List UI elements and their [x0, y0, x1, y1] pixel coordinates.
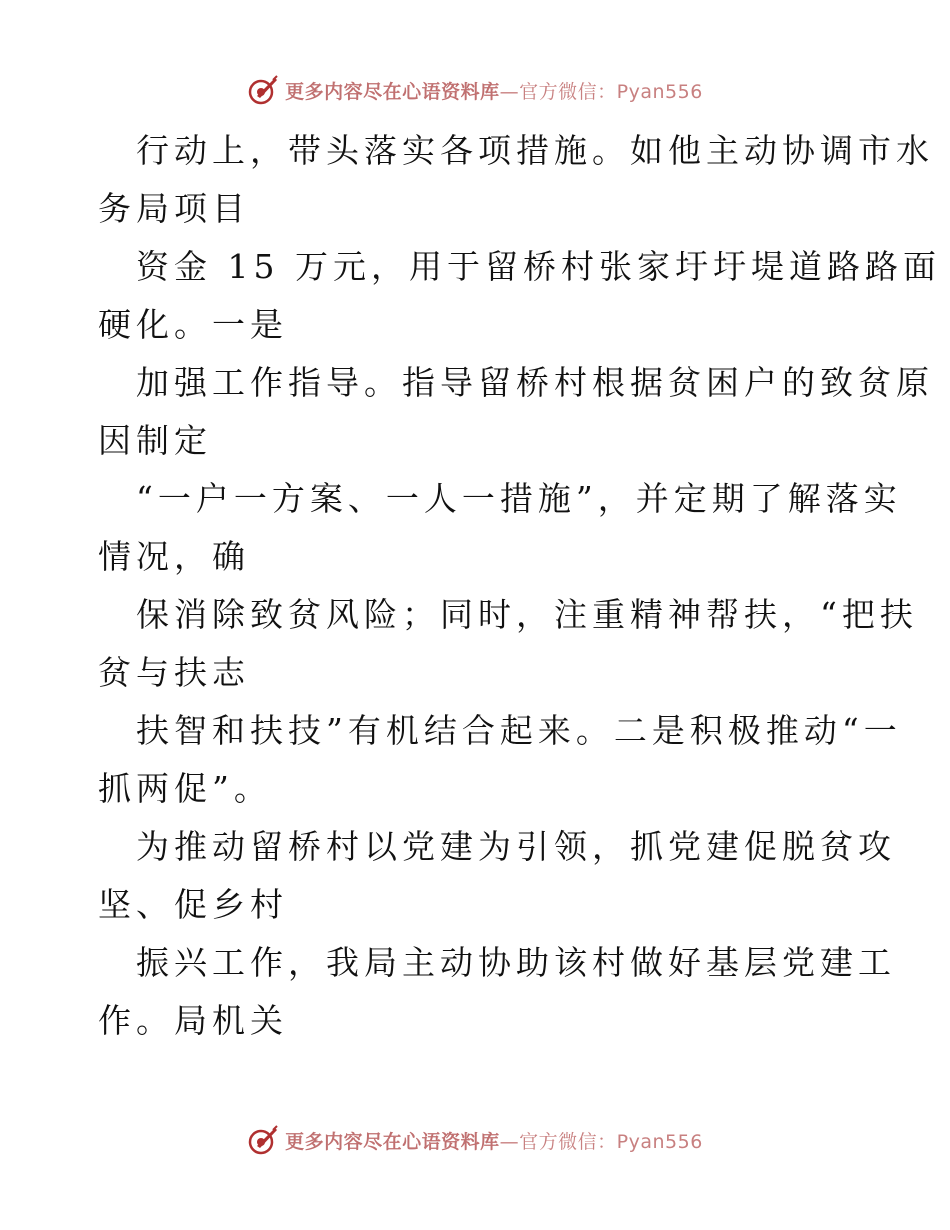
paragraph-line: 坚、促乡村 [98, 885, 288, 924]
quill-logo-icon [247, 1124, 279, 1156]
paragraph-line: 行动上，带头落实各项措施。如他主动协调市水 [136, 131, 934, 170]
paragraph-line: 贫与扶志 [98, 653, 250, 692]
header-separator: — [499, 80, 520, 103]
paragraph-line: 振兴工作，我局主动协助该村做好基层党建工 [136, 943, 896, 982]
paragraph-line: “一户一方案、一人一措施”，并定期了解落实 [136, 479, 902, 518]
footer-wechat-text: 官方微信：Pyan556 [519, 1130, 703, 1153]
quill-logo-icon [247, 74, 279, 106]
footer-separator: — [499, 1130, 520, 1153]
paragraph [98, 238, 941, 354]
paragraph [98, 586, 918, 702]
paragraph-line: 资金 15 万元，用于留桥村张家圩圩堤道路路面 [136, 247, 941, 286]
header-site-text: 更多内容尽在心语资料库 [285, 80, 500, 103]
paragraph-line: 作。局机关 [98, 1001, 288, 1040]
footer-banner-text [285, 1127, 703, 1154]
header-banner-text [285, 77, 703, 104]
paragraph-line: 加强工作指导。指导留桥村根据贫困户的致贫原 [136, 363, 934, 402]
footer-banner [0, 1122, 950, 1158]
document-body [98, 122, 941, 1050]
paragraph [98, 354, 934, 470]
footer-site-text: 更多内容尽在心语资料库 [285, 1130, 500, 1153]
paragraph-line: 扶智和扶技”有机结合起来。二是积极推动“一 [136, 711, 902, 750]
paragraph-line: 因制定 [98, 421, 212, 460]
paragraph [98, 702, 902, 818]
paragraph-line: 务局项目 [98, 189, 250, 228]
paragraph [98, 122, 934, 238]
paragraph-line: 硬化。一是 [98, 305, 288, 344]
paragraph-line: 情况，确 [98, 537, 250, 576]
header-banner [0, 72, 950, 108]
paragraph-line: 为推动留桥村以党建为引领，抓党建促脱贫攻 [136, 827, 896, 866]
header-wechat-text: 官方微信：Pyan556 [519, 80, 703, 103]
paragraph [98, 818, 896, 934]
paragraph-line: 保消除致贫风险；同时，注重精神帮扶，“把扶 [136, 595, 918, 634]
paragraph [98, 470, 902, 586]
paragraph [98, 934, 896, 1050]
paragraph-line: 抓两促”。 [98, 769, 272, 808]
